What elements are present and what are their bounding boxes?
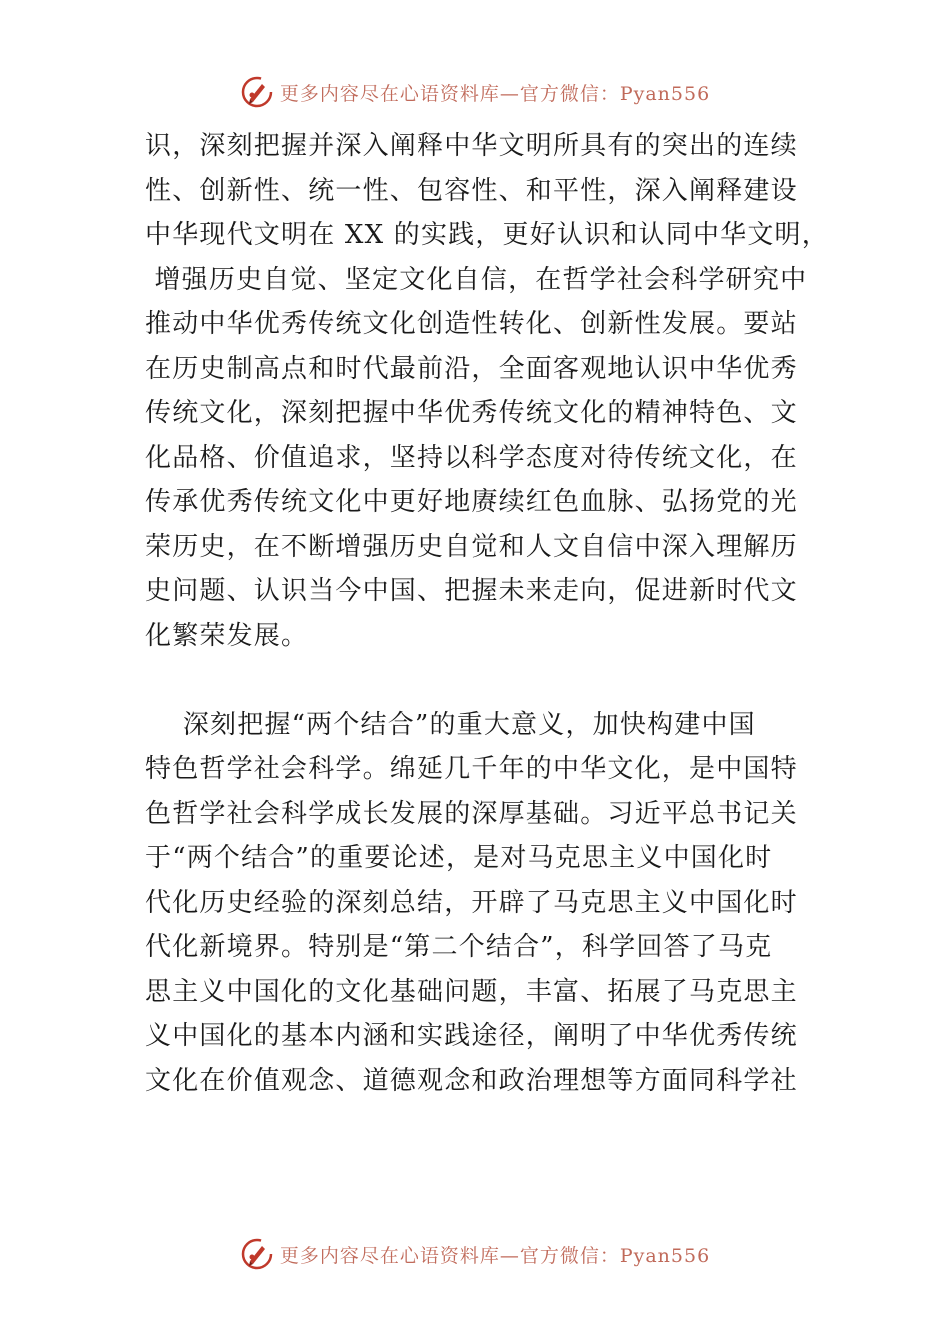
paragraph-2	[145, 703, 810, 1104]
text-line: 代化新境界。特别是“第二个结合”，科学回答了马克	[145, 932, 773, 962]
text-line: 特色哲学社会科学。绵延几千年的中华文化，是中国特	[145, 754, 798, 784]
text-line: 增强历史自觉、坚定文化自信，在哲学社会科学研究中	[145, 264, 808, 295]
paragraph-gap	[145, 658, 810, 703]
text-line: 性、创新性、统一性、包容性、和平性，深入阐释建设	[145, 175, 798, 206]
text-line: 深刻把握“两个结合”的重大意义，加快构建中国	[145, 709, 756, 740]
pen-logo-icon	[240, 1237, 274, 1271]
text-line: 在历史制高点和时代最前沿，全面客观地认识中华优秀	[145, 353, 798, 384]
text-line: 荣历史，在不断增强历史自觉和人文自信中深入理解历	[145, 531, 798, 562]
text-line: 文化在价值观念、道德观念和政治理想等方面同科学社	[145, 1065, 798, 1096]
text-line: 思主义中国化的文化基础问题，丰富、拓展了马克思主	[145, 976, 798, 1007]
footer-banner	[0, 1232, 950, 1276]
document-body	[145, 124, 829, 1103]
paragraph-1	[145, 124, 829, 658]
footer-banner-text: 更多内容尽在心语资料库—官方微信：Pyan556	[279, 1244, 711, 1267]
text-line: 化繁荣发展。	[145, 620, 309, 651]
text-line: 代化历史经验的深刻总结，开辟了马克思主义中国化时	[145, 887, 798, 918]
text-line: 化品格、价值追求，坚持以科学态度对待传统文化，在	[145, 442, 798, 473]
text-line: 史问题、认识当今中国、把握未来走向，促进新时代文	[145, 576, 798, 606]
text-line: 传承优秀传统文化中更好地赓续红色血脉、弘扬党的光	[145, 487, 798, 517]
text-line: 推动中华优秀传统文化创造性转化、创新性发展。要站	[145, 309, 798, 339]
text-line: 于“两个结合”的重要论述，是对马克思主义中国化时	[145, 843, 773, 873]
text-line: 传统文化，深刻把握中华优秀传统文化的精神特色、文	[145, 398, 798, 428]
header-banner	[0, 70, 950, 114]
pen-logo-icon	[240, 75, 274, 109]
text-line: 义中国化的基本内涵和实践途径，阐明了中华优秀传统	[145, 1021, 798, 1051]
text-line: 中华现代文明在 XX 的实践，更好认识和认同中华文明，	[145, 220, 829, 250]
text-line: 色哲学社会科学成长发展的深厚基础。习近平总书记关	[145, 798, 798, 829]
header-banner-text: 更多内容尽在心语资料库—官方微信：Pyan556	[279, 82, 711, 105]
text-line: 识，深刻把握并深入阐释中华文明所具有的突出的连续	[145, 131, 798, 161]
